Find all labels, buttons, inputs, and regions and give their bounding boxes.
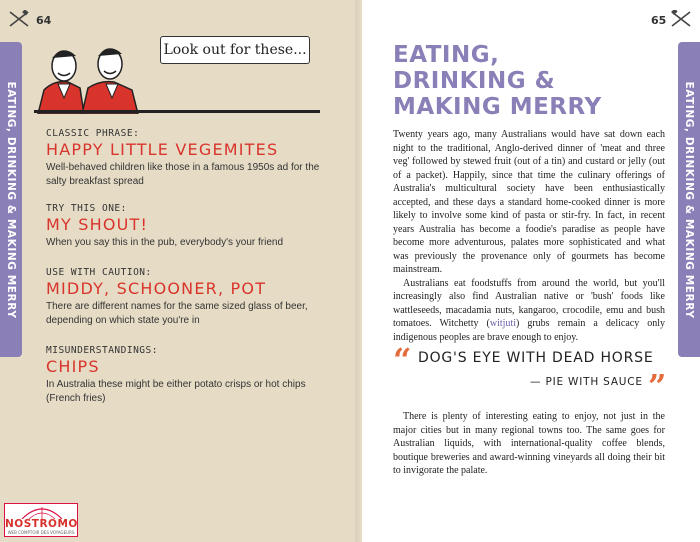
pull-quote: DOG'S EYE WITH DEAD HORSE	[418, 350, 654, 366]
phrase-category: TRY THIS ONE:	[46, 203, 127, 214]
side-tab-right	[678, 42, 700, 357]
heading-line: EATING,	[393, 42, 500, 68]
phrase-text: MIDDY, SCHOONER, POT	[46, 279, 267, 298]
phrase-description: There are different names for the same sized glass of beer, depending on which state you're in	[46, 301, 308, 326]
close-quote-icon: ”	[648, 367, 667, 405]
logo-name: NOSTROMO	[5, 518, 78, 530]
nostromo-logo	[4, 503, 78, 537]
cutlery-icon	[8, 10, 30, 28]
side-tab-left	[0, 42, 22, 357]
two-men-illustration	[34, 38, 144, 114]
page-number-left: 64	[36, 14, 52, 27]
phrase-description: In Australia these might be either potato crisps or hot chips (French fries)	[46, 379, 306, 404]
speech-bubble: Look out for these...	[160, 36, 310, 64]
highlighted-word: witjuti	[489, 318, 516, 329]
paragraph: Twenty years ago, many Australians would have sat down each night to the traditional, Anglo-derived dinner of 'meat and three veg' followed by stewed fruit (out of a tin) and custard or jelly (out of a packet). Happily, since that time the culinary offerings of Australia's multicultural society have been enthusiastically accepted, and these days a standard home-cooked dinner is more likely to involve some kind of pasta or stir-fry. In fact, in recent years Australia has become a foodie's paradise as people have become more adventurous, palates more sophisticated and what was previously the provenance only of gourmets has become mainstream.	[393, 129, 665, 275]
heading-line: MAKING MERRY	[393, 94, 602, 120]
pull-quote-attribution: — PIE WITH SAUCE	[530, 376, 643, 388]
body-text-top	[393, 128, 665, 344]
open-quote-icon: “	[393, 341, 412, 379]
phrase-text: MY SHOUT!	[46, 215, 149, 234]
phrase-text: CHIPS	[46, 357, 100, 376]
phrase-description: Well-behaved children like those in a famous 1950s ad for the salty breakfast spread	[46, 162, 320, 187]
body-text-bottom	[393, 410, 665, 478]
logo-tagline: WEB COMPTOIR DES VOYAGEURS	[7, 530, 75, 535]
phrase-section-misunderstandings	[46, 345, 336, 405]
phrase-category: USE WITH CAUTION:	[46, 267, 152, 278]
phrase-category: CLASSIC PHRASE:	[46, 128, 140, 139]
globe-icon	[19, 505, 65, 519]
page-number-right: 65	[651, 14, 667, 27]
chapter-heading	[393, 42, 673, 120]
heading-line: DRINKING &	[393, 68, 556, 94]
phrase-section-try	[46, 203, 336, 250]
side-tab-label: EATING, DRINKING & MAKING MERRY	[5, 80, 17, 319]
phrase-category: MISUNDERSTANDINGS:	[46, 345, 158, 356]
phrase-text: HAPPY LITTLE VEGEMITES	[46, 140, 279, 159]
divider-rule	[34, 110, 320, 113]
cutlery-icon	[670, 10, 692, 28]
phrase-section-classic	[46, 128, 336, 188]
paragraph: Australians eat foodstuffs from around the world, but you'll increasingly also find Australian native or 'bush' foods like wattleseeds, macadamia nuts, kangaroo, crocodile, emu and bush tomatoes. Witchetty (witjuti) grubs remain a delicacy only indigenous peoples are brave enough to enjoy.	[393, 277, 666, 343]
side-tab-label: EATING, DRINKING & MAKING MERRY	[683, 80, 695, 319]
phrase-description: When you say this in the pub, everybody's your friend	[46, 237, 284, 248]
phrase-section-caution	[46, 267, 336, 327]
paragraph: There is plenty of interesting eating to enjoy, not just in the major cities but in many regional towns too. The same goes for Australian liquids, with international-quality coffee blends, boutique breweries and award-winning vineyards all doing their bit to invigorate the palate.	[393, 411, 665, 476]
